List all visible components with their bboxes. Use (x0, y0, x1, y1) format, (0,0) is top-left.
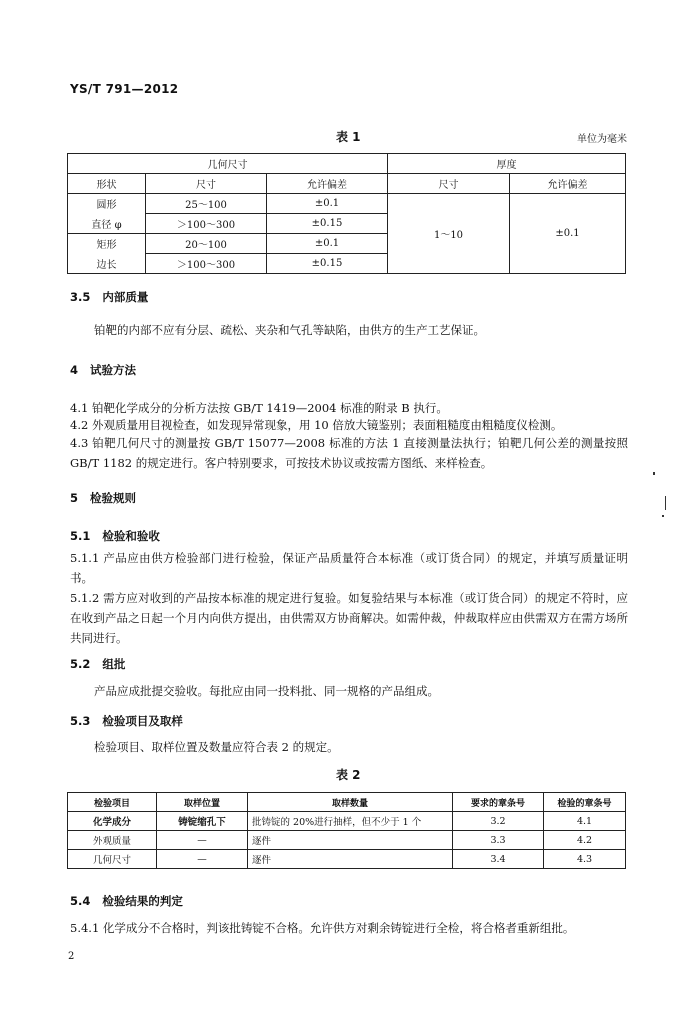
t1-size: ＞100～300 (146, 214, 267, 234)
t1-shape: 直径 φ (68, 214, 146, 234)
section-number: 4 (70, 363, 79, 377)
t2-cell: 铸锭缩孔下 (157, 812, 248, 831)
table1-caption: 表 1 (336, 130, 361, 144)
table2-caption: 表 2 (336, 768, 361, 782)
section-5-2-heading (70, 656, 125, 672)
section-number: 5.4 (70, 894, 91, 908)
section-5-3-heading (70, 713, 183, 729)
section-3-5-heading (70, 289, 148, 305)
section-title: 试验方法 (90, 363, 137, 377)
t2-cell: 外观质量 (68, 831, 157, 850)
document-number: YS/T 791—2012 (70, 82, 179, 96)
section-4-1-text: 4.1 铂靶化学成分的分析方法按 GB/T 1419—2004 标准的附录 B 执行。 (70, 401, 448, 415)
section-title: 组批 (102, 657, 126, 671)
scan-mark (653, 472, 655, 475)
table-row (68, 850, 626, 869)
section-number: 5 (70, 491, 79, 505)
t1-size: ＞100～300 (146, 254, 267, 274)
t1-tol: ±0.15 (267, 254, 388, 274)
table-row (68, 831, 626, 850)
section-number: 5.2 (70, 657, 91, 671)
t2-cell: 3.2 (453, 812, 544, 831)
t2-cell: — (157, 831, 248, 850)
t2-cell: 4.1 (544, 812, 626, 831)
t1-size: 25～100 (146, 194, 267, 214)
section-3-5-text: 铂靶的内部不应有分层、疏松、夹杂和气孔等缺陷，由供方的生产工艺保证。 (94, 323, 485, 337)
table1-unit: 单位为毫米 (577, 134, 627, 145)
t2-cell: 几何尺寸 (68, 850, 157, 869)
section-4-heading (70, 362, 136, 378)
table-row (68, 812, 626, 831)
t1-shape: 矩形 (68, 234, 146, 254)
t1-col-thick-tolerance: 允许偏差 (510, 174, 626, 194)
section-5-1-heading (70, 528, 160, 544)
section-4-3-text: 4.3 铂靶几何尺寸的测量按 GB/T 15077—2008 标准的方法 1 直接测量法执行；铂靶几何公差的测量按照 GB/T 1182 的规定进行。客户特别要求，可按技术协议或按需方图纸、来样检查。 (70, 436, 628, 470)
section-number: 5.1 (70, 529, 91, 543)
scan-mark (665, 496, 666, 510)
section-title: 检验规则 (90, 491, 137, 505)
t2-cell: 3.3 (453, 831, 544, 850)
t1-tol: ±0.1 (267, 234, 388, 254)
section-5-1-2-text: 5.1.2 需方应对收到的产品按本标准的规定进行复验。如复验结果与本标准（或订货合同）的规定不符时，应在收到产品之日起一个月内向供方提出，由供需双方协商解决。如需仲裁，仲裁取样应由供需双方在需方场所共同进行。 (70, 591, 628, 645)
t2-header: 取样数量 (248, 793, 453, 812)
t1-shape: 边长 (68, 254, 146, 274)
t1-shape: 圆形 (68, 194, 146, 214)
section-5-1-1-text: 5.1.1 产品应由供方检验部门进行检验，保证产品质量符合本标准（或订货合同）的规定，并填写质量证明书。 (70, 551, 628, 585)
table1 (67, 153, 626, 274)
t1-col-size: 尺寸 (146, 174, 267, 194)
t1-thickness-tol: ±0.1 (510, 194, 626, 274)
section-title: 检验和验收 (102, 529, 160, 543)
section-4-2-text: 4.2 外观质量用目视检查，如发现异常现象，用 10 倍放大镜鉴别；表面粗糙度由粗糙度仪检测。 (70, 418, 563, 432)
t2-cell: 逐件 (248, 850, 453, 869)
t1-size: 20～100 (146, 234, 267, 254)
section-5-4-heading (70, 893, 183, 909)
t2-cell: 4.3 (544, 850, 626, 869)
t1-col-tolerance: 允许偏差 (267, 174, 388, 194)
t2-cell: 化学成分 (68, 812, 157, 831)
section-title: 内部质量 (102, 290, 149, 304)
t2-cell: 4.2 (544, 831, 626, 850)
section-5-heading (70, 490, 136, 506)
section-number: 3.5 (70, 290, 91, 304)
t1-group-geometry: 几何尺寸 (68, 154, 388, 174)
table-row (68, 194, 626, 214)
t1-col-thick-size: 尺寸 (388, 174, 510, 194)
section-5-3-text: 检验项目、取样位置及数量应符合表 2 的规定。 (94, 740, 339, 754)
section-5-2-text: 产品应成批提交验收。每批应由同一投料批、同一规格的产品组成。 (94, 684, 439, 698)
scan-mark (662, 515, 664, 517)
section-5-4-1-text: 5.4.1 化学成分不合格时，判该批铸锭不合格。允许供方对剩余铸锭进行全检，将合格者重新组批。 (70, 921, 575, 935)
table2 (67, 792, 626, 869)
t2-header: 取样位置 (157, 793, 248, 812)
t2-cell: 批铸锭的 20%进行抽样，但不少于 1 个 (248, 812, 453, 831)
section-number: 5.3 (70, 714, 91, 728)
t1-group-thickness: 厚度 (388, 154, 626, 174)
t2-cell: — (157, 850, 248, 869)
section-title: 检验项目及取样 (102, 714, 183, 728)
section-title: 检验结果的判定 (102, 894, 183, 908)
t1-tol: ±0.15 (267, 214, 388, 234)
t1-col-shape: 形状 (68, 174, 146, 194)
t2-cell: 3.4 (453, 850, 544, 869)
t1-tol: ±0.1 (267, 194, 388, 214)
t2-cell: 逐件 (248, 831, 453, 850)
t2-header: 要求的章条号 (453, 793, 544, 812)
t2-header: 检验项目 (68, 793, 157, 812)
page-number: 2 (68, 951, 75, 962)
t1-thickness-size: 1～10 (388, 194, 510, 274)
t2-header: 检验的章条号 (544, 793, 626, 812)
